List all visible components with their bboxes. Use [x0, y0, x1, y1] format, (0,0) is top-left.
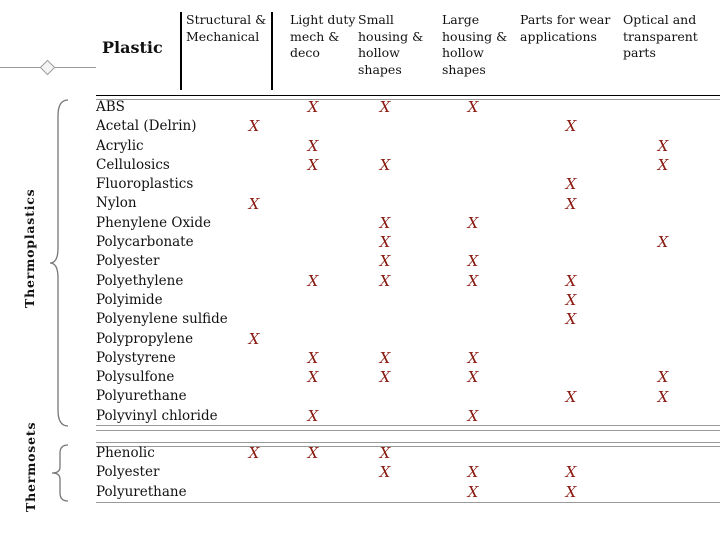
header-divider-1	[180, 12, 182, 90]
thermoplastics-group-label: Thermoplastics	[22, 188, 37, 308]
x-mark: X	[467, 463, 479, 482]
x-mark: X	[248, 117, 260, 136]
x-mark: X	[307, 348, 319, 367]
plastic-name: Polystyrene	[96, 349, 176, 366]
x-mark: X	[379, 444, 391, 462]
x-mark: X	[467, 98, 479, 116]
plastic-name: Acetal (Delrin)	[96, 118, 197, 135]
x-mark: X	[565, 310, 577, 329]
x-mark: X	[248, 194, 260, 213]
x-mark: X	[307, 444, 319, 462]
thermoplastics-list	[96, 98, 228, 426]
plastic-name: Polyethylene	[96, 272, 184, 289]
thermosets-group-label: Thermosets	[23, 421, 38, 512]
plastic-name: Nylon	[96, 195, 137, 212]
plastic-name: Polyvinyl chloride	[96, 407, 218, 424]
x-mark: X	[379, 98, 391, 116]
plastic-name: ABS	[96, 99, 125, 115]
x-mark: X	[379, 233, 391, 252]
x-mark: X	[467, 406, 479, 425]
x-mark: X	[307, 136, 319, 155]
column-header-wear-parts: Parts for wear applications	[520, 12, 611, 44]
plastic-name: Fluoroplastics	[96, 176, 194, 193]
x-mark: X	[565, 463, 577, 482]
thermosets-brace-icon	[48, 443, 72, 503]
plastic-name: Polyurethane	[96, 388, 187, 405]
x-mark: X	[379, 155, 391, 174]
x-mark: X	[379, 348, 391, 367]
plastic-name: Polyester	[96, 253, 160, 270]
plastic-name: Phenolic	[96, 445, 155, 461]
table-top-rule	[96, 95, 720, 96]
plastic-name: Polycarbonate	[96, 234, 194, 251]
plastic-name: Acrylic	[96, 137, 144, 154]
column-header-large-housing: Large housing & hollow shapes	[442, 12, 508, 77]
row-rule	[96, 430, 720, 431]
x-mark: X	[307, 98, 319, 116]
x-mark: X	[657, 368, 669, 387]
x-mark: X	[565, 194, 577, 213]
x-mark: X	[565, 117, 577, 136]
x-mark: X	[248, 444, 260, 462]
x-mark: X	[307, 155, 319, 174]
column-header-optical: Optical and transparent parts	[623, 12, 698, 60]
x-mark: X	[565, 387, 577, 406]
x-mark: X	[467, 252, 479, 271]
column-header-small-housing: Small housing & hollow shapes	[358, 12, 424, 77]
x-mark: X	[565, 271, 577, 290]
column-header-light-duty: Light duty mech & deco	[290, 12, 356, 60]
x-mark: X	[657, 387, 669, 406]
x-mark: X	[379, 271, 391, 290]
x-mark: X	[565, 482, 577, 501]
x-mark: X	[657, 136, 669, 155]
x-mark: X	[307, 271, 319, 290]
plastic-name: Polyester	[96, 464, 160, 481]
x-mark: X	[467, 348, 479, 367]
plastic-name: Cellulosics	[96, 156, 170, 173]
column-header-structural: Structural & Mechanical	[186, 12, 267, 44]
plastic-name: Polyurethane	[96, 483, 187, 500]
x-mark: X	[379, 213, 391, 232]
plastic-name: Polysulfone	[96, 369, 175, 386]
x-mark: X	[307, 368, 319, 387]
x-mark: X	[565, 291, 577, 309]
thermosets-list	[96, 444, 187, 502]
x-mark: X	[307, 406, 319, 425]
x-mark: X	[657, 155, 669, 174]
x-mark: X	[467, 368, 479, 387]
x-mark: X	[248, 329, 260, 348]
x-mark: X	[379, 252, 391, 271]
plastic-name: Polyenylene sulfide	[96, 311, 228, 328]
plastic-name: Phenylene Oxide	[96, 214, 212, 231]
x-mark: X	[379, 368, 391, 387]
header-divider-2	[271, 12, 273, 90]
diamond-marker-icon	[40, 60, 56, 76]
x-mark: X	[467, 271, 479, 290]
row-rule	[96, 502, 720, 503]
x-mark: X	[379, 463, 391, 482]
thermoplastics-brace-icon	[48, 98, 72, 428]
plastic-header: Plastic	[102, 38, 163, 57]
row-rule	[96, 442, 720, 443]
row-rule	[96, 446, 720, 447]
plastic-name: Polypropylene	[96, 330, 194, 347]
x-mark: X	[467, 482, 479, 501]
x-mark: X	[657, 233, 669, 252]
x-mark: X	[467, 213, 479, 232]
x-mark: X	[565, 175, 577, 194]
plastic-name: Polyimide	[96, 291, 163, 308]
